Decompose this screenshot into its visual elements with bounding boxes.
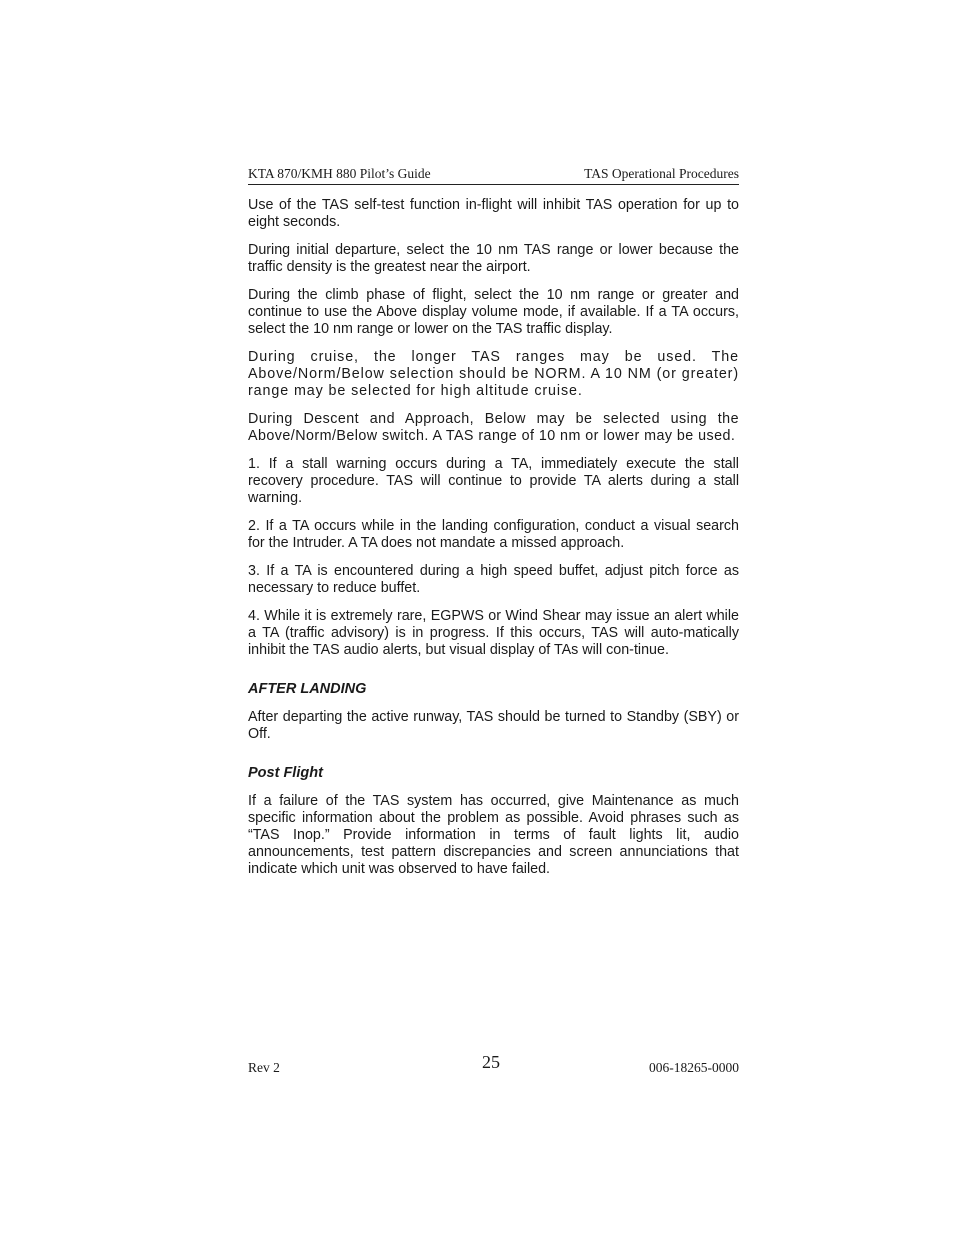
- header-section-title: TAS Operational Procedures: [584, 166, 739, 181]
- page-footer: [248, 1052, 739, 1082]
- paragraph-departure: During initial departure, select the 10 nm TAS range or lower because the traffic density is the greatest near the airport.: [248, 242, 739, 275]
- paragraph-landing-config: 2. If a TA occurs while in the landing configuration, conduct a visual search for the Intruder. A TA does not mandate a missed approach.: [248, 518, 739, 551]
- paragraph-self-test: Use of the TAS self-test function in-flight will inhibit TAS operation for up to eight seconds.: [248, 197, 739, 230]
- document-page: [248, 0, 739, 1235]
- footer-revision: Rev 2: [248, 1060, 280, 1075]
- footer-document-number: 006-18265-0000: [649, 1060, 739, 1075]
- paragraph-stall-warning: 1. If a stall warning occurs during a TA, immediately execute the stall recovery procedure. TAS will continue to provide TA alerts during a stall warning.: [248, 456, 739, 506]
- page-header: [248, 166, 739, 185]
- paragraph-cruise: During cruise, the longer TAS ranges may be used. The Above/Norm/Below selection should be NORM. A 10 NM (or greater) range may be selected for high altitude cruise.: [248, 349, 739, 399]
- paragraph-buffet: 3. If a TA is encountered during a high speed buffet, adjust pitch force as necessary to reduce buffet.: [248, 563, 739, 596]
- page-number: 25: [482, 1052, 500, 1072]
- page-body: [248, 197, 739, 889]
- heading-after-landing: AFTER LANDING: [248, 681, 367, 697]
- header-guide-title: KTA 870/KMH 880 Pilot’s Guide: [248, 166, 431, 181]
- paragraph-climb: During the climb phase of flight, select the 10 nm range or greater and continue to use the Above display volume mode, if available. If a TA occurs, select the 10 nm range or lower on the TAS traffic display.: [248, 287, 739, 337]
- paragraph-egpws: 4. While it is extremely rare, EGPWS or Wind Shear may issue an alert while a TA (traffic advisory) is in progress. If this occurs, TAS will auto-matically inhibit the TAS audio alerts, but visual display of TAs will con-tinue.: [248, 608, 739, 658]
- paragraph-descent: During Descent and Approach, Below may be selected using the Above/Norm/Below switch. A TAS range of 10 nm or lower may be used.: [248, 411, 739, 444]
- heading-post-flight: Post Flight: [248, 765, 323, 781]
- paragraph-post-flight: If a failure of the TAS system has occurred, give Maintenance as much specific information about the problem as possible. Avoid phrases such as “TAS Inop.” Provide information in terms of fault lights lit, audio announcements, test pattern discrepancies and screen annunciations that indicate which unit was observed to have failed.: [248, 793, 739, 877]
- paragraph-after-landing: After departing the active runway, TAS should be turned to Standby (SBY) or Off.: [248, 709, 739, 742]
